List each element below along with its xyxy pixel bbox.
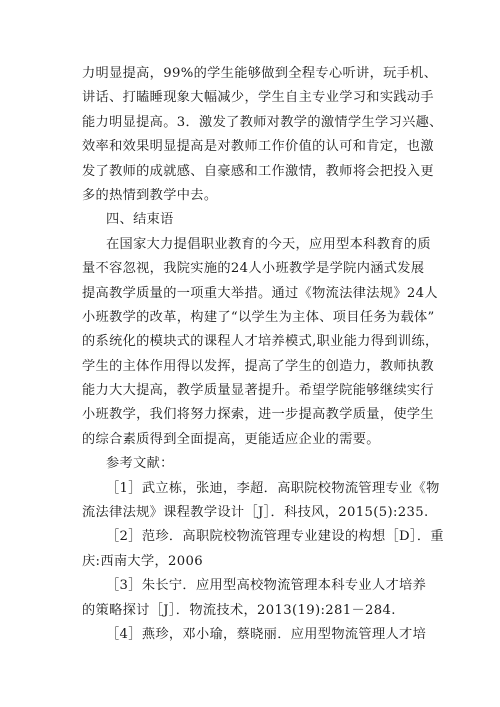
reference-3-first: ［3］朱长宁．应用型高校物流管理本科专业人才培养 — [106, 578, 427, 594]
section-heading: 四、结束语 — [106, 212, 174, 228]
conclusion-line: 学生的主体作用得以发挥，提高了学生的创造力，教师执教 — [82, 358, 434, 374]
reference-2-first: ［2］范珍．高职院校物流管理专业建设的构想［D］．重 — [106, 529, 444, 545]
conclusion-line: 的系统化的模块式的课程人才培养模式,职业能力得到训练， — [82, 334, 439, 350]
conclusion-line: 小班教学，我们将努力探索，进一步提高教学质量，使学生 — [82, 407, 434, 423]
conclusion-line: 的综合素质得到全面提高，更能适应企业的需要。 — [82, 431, 380, 447]
reference-1-rest: 流法律法规》课程教学设计［J］．科技风，2015(5):235. — [82, 505, 429, 521]
references-heading: 参考文献： — [106, 456, 174, 472]
reference-3-rest: 的策略探讨［J］．物流技术，2013(19):281－284. — [82, 602, 396, 618]
reference-4-first: ［4］燕珍，邓小瑜，蔡晓丽．应用型物流管理人才培 — [106, 626, 427, 642]
body-line: 效率和效果明显提高是对教师工作价值的认可和肯定，也激 — [82, 139, 434, 155]
body-line: 发了教师的成就感、自豪感和工作激情，教师将会把投入更 — [82, 163, 434, 179]
body-line: 能力明显提高。3．激发了教师对教学的激情学生学习兴趣、 — [82, 114, 443, 130]
reference-1-first: ［1］武立栋，张迪，李超．高职院校物流管理专业《物 — [106, 480, 440, 496]
conclusion-line: 小班教学的改革，构建了“以学生为主体、项目任务为载体” — [82, 309, 435, 325]
body-line: 讲话、打瞌睡现象大幅减少，学生自主专业学习和实践动手 — [82, 90, 434, 106]
document-page — [82, 62, 444, 647]
conclusion-line: 在国家大力提倡职业教育的今天，应用型本科教育的质 — [106, 236, 431, 252]
conclusion-line: 提高教学质量的一项重大举措。通过《物流法律法规》24人 — [82, 285, 438, 301]
conclusion-line: 能力大大提高，教学质量显著提升。希望学院能够继续实行 — [82, 383, 434, 399]
body-line: 力明显提高，99%的学生能够做到全程专心听讲，玩手机、 — [82, 66, 438, 81]
reference-2-rest: 庆:西南大学，2006 — [82, 553, 203, 569]
conclusion-line: 量不容忽视，我院实施的24人小班教学是学院内涵式发展 — [82, 261, 425, 277]
body-line: 多的热情到教学中去。 — [82, 187, 218, 203]
